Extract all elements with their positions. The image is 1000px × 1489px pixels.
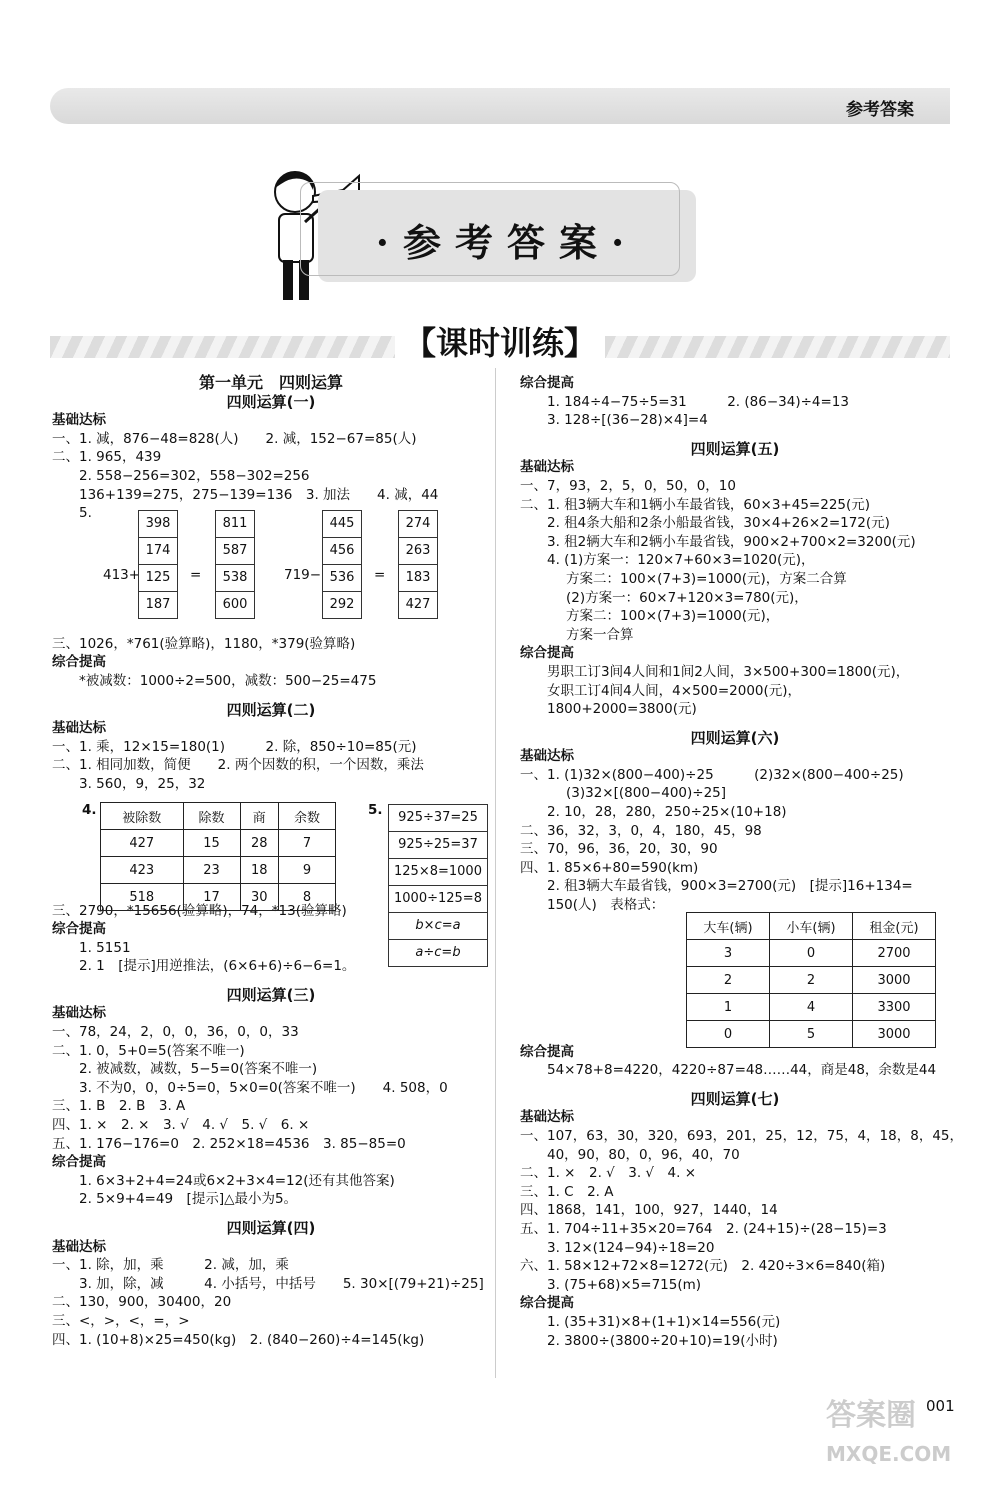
s2-basic: 基础达标 bbox=[52, 720, 106, 737]
s7-l11: 2. 3800÷(3800÷20+10)=19(小时) bbox=[547, 1332, 778, 1349]
th: 租金(元) bbox=[853, 913, 936, 940]
s6-advanced: 综合提高 bbox=[520, 1043, 574, 1060]
td: 3000 bbox=[853, 967, 936, 994]
box-cell: 538 bbox=[216, 565, 254, 592]
box-cell: 125×8=1000 bbox=[389, 859, 487, 886]
s5-l8: 方案二：100×(7+3)=1000(元)， bbox=[566, 608, 780, 625]
s1-title: 四则运算(一) bbox=[226, 392, 316, 411]
s7-l3: 二、1. × 2. √ 3. √ 4. × bbox=[520, 1165, 697, 1182]
s3-l8: 1. 6×3+2+4=24或6×2+3×4=12(还有其他答案) bbox=[79, 1172, 395, 1189]
box-cell: 445 bbox=[323, 511, 361, 538]
s1-l1: 一、1. 减，876−48=828(人) 2. 减，152−67=85(人) bbox=[52, 430, 417, 447]
box-cell: 925÷25=37 bbox=[389, 832, 487, 859]
s4-basic: 基础达标 bbox=[52, 1238, 106, 1255]
s3-advanced: 综合提高 bbox=[52, 1154, 106, 1171]
td: 427 bbox=[101, 830, 184, 857]
td: 0 bbox=[687, 1021, 770, 1048]
s2-l1: 一、1. 乘，12×15=180(1) 2. 除，850÷10=85(元) bbox=[52, 738, 417, 755]
box-cell: 536 bbox=[323, 565, 361, 592]
td: 18 bbox=[240, 857, 278, 884]
s2-l4: 三、2790，*15656(验算略)，74，*13(验算略) bbox=[52, 902, 347, 919]
s0-l2: 3. 128÷[(36−28)×4]=4 bbox=[547, 412, 708, 429]
box-cell: 398 bbox=[139, 511, 177, 538]
td: 30 bbox=[240, 884, 278, 911]
s7-l6: 五、1. 704÷11+35×20=764 2. (24+15)÷(28−15)=3 bbox=[520, 1220, 887, 1237]
s5-title: 四则运算(五) bbox=[690, 439, 780, 458]
s5-l9: 方案一合算 bbox=[566, 626, 634, 643]
td: 17 bbox=[183, 884, 240, 911]
s4-title: 四则运算(四) bbox=[226, 1219, 316, 1237]
s3-title: 四则运算(三) bbox=[226, 985, 316, 1004]
td: 7 bbox=[278, 830, 335, 857]
s1-l4: 136+139=275，275−139=136 3. 加法 4. 减，44 bbox=[79, 486, 439, 503]
s4-l5: 四、1. (10+8)×25=450(kg) 2. (840−260)÷4=145(kg) bbox=[52, 1331, 425, 1348]
box-cell: 925÷37=25 bbox=[389, 805, 487, 832]
box-cell: 1000÷125=8 bbox=[389, 886, 487, 913]
s7-l1: 一、107，63，30，320，693，201，25，12，75，4，18，8，45， bbox=[520, 1128, 963, 1144]
th: 大车(辆) bbox=[687, 913, 770, 940]
s2-equation-box bbox=[388, 804, 488, 967]
s2-n4: 4. bbox=[82, 802, 97, 818]
box-cell: 292 bbox=[329, 597, 355, 612]
s7-l2: 40，90，80，0，96，40，70 bbox=[547, 1146, 740, 1163]
td: 4 bbox=[770, 994, 853, 1021]
s5-l7: (2)方案一：60×7+120×3=780(元)， bbox=[566, 589, 808, 606]
td: 23 bbox=[183, 857, 240, 884]
s2-n5: 5. bbox=[368, 802, 383, 818]
s2-l2: 二、1. 相同加数，简便 2. 两个因数的积，一个因数，乘法 bbox=[52, 757, 424, 774]
unit-title: 第一单元 四则运算 bbox=[198, 373, 343, 392]
s5-l2: 二、1. 租3辆大车和1辆小车最省钱，60×3+45=225(元) bbox=[520, 496, 871, 513]
s1-l5: 5. bbox=[79, 505, 92, 522]
s3-l5: 三、1. B 2. B 3. A bbox=[52, 1098, 186, 1115]
s7-l8: 六、1. 58×12+72×8=1272(元) 2. 420÷3×6=840(箱) bbox=[520, 1258, 886, 1275]
banner-title: ·参考答案· bbox=[375, 220, 639, 265]
box-cell: 587 bbox=[216, 538, 254, 565]
td: 3000 bbox=[853, 1021, 936, 1048]
s3-l9: 2. 5×9+4=49 [提示]△最小为5。 bbox=[79, 1191, 298, 1208]
s7-basic: 基础达标 bbox=[520, 1109, 574, 1126]
s3-l7: 五、1. 176−176=0 2. 252×18=4536 3. 85−85=0 bbox=[52, 1135, 406, 1152]
td: 1 bbox=[687, 994, 770, 1021]
s6-basic: 基础达标 bbox=[520, 748, 574, 765]
page-number: 001 bbox=[926, 1397, 955, 1415]
td: 2 bbox=[687, 967, 770, 994]
box-cell: a÷c=b bbox=[415, 945, 461, 960]
right-column bbox=[520, 374, 963, 1350]
box-cell: 174 bbox=[139, 538, 177, 565]
s0-advanced: 综合提高 bbox=[520, 375, 574, 391]
s5-l6: 方案二：100×(7+3)=1000(元)，方案二合算 bbox=[566, 570, 847, 587]
s1-prefix-719: 719− bbox=[284, 567, 322, 583]
box-cell: 274 bbox=[399, 511, 437, 538]
stripe-left bbox=[50, 336, 395, 358]
box-cell: 600 bbox=[222, 597, 248, 612]
box-cell: b×c=a bbox=[389, 913, 487, 940]
s3-l6: 四、1. × 2. × 3. √ 4. √ 5. √ 6. × bbox=[52, 1117, 310, 1134]
s7-l10: 1. (35+31)×8+(1+1)×14=556(元) bbox=[547, 1313, 781, 1330]
s1-advanced: 综合提高 bbox=[52, 654, 106, 671]
s1-l6: 三、1026，*761(验算略)，1180，*379(验算略) bbox=[52, 635, 356, 652]
td: 0 bbox=[770, 940, 853, 967]
td: 3300 bbox=[853, 994, 936, 1021]
s6-l3: 2. 10，28，280，250÷25×(10+18) bbox=[547, 804, 787, 821]
td: 15 bbox=[183, 830, 240, 857]
box-cell: 183 bbox=[399, 565, 437, 592]
s6-l7: 2. 租3辆大车最省钱，900×3=2700(元) [提示]16+134= bbox=[547, 878, 913, 895]
s6-l1: 一、1. (1)32×(800−400)÷25 (2)32×(800−400÷25) bbox=[520, 766, 904, 783]
s6-title: 四则运算(六) bbox=[690, 728, 780, 747]
td: 2700 bbox=[853, 940, 936, 967]
s7-title: 四则运算(七) bbox=[690, 1089, 780, 1108]
s1-eq-2: = bbox=[374, 567, 386, 583]
s2-division-table bbox=[100, 802, 336, 911]
s2-l5: 1. 5151 bbox=[79, 939, 131, 956]
td: 423 bbox=[101, 857, 184, 884]
s3-l2: 二、1. 0，5+0=5(答案不唯一) bbox=[52, 1042, 245, 1059]
s6-rental-table bbox=[686, 912, 936, 1048]
box-cell: 125 bbox=[139, 565, 177, 592]
s6-l2: (3)32×[(800−400)÷25] bbox=[566, 785, 727, 802]
box-cell: 456 bbox=[323, 538, 361, 565]
s6-l9: 54×78+8=4220，4220÷87=48……44，商是48，余数是44 bbox=[547, 1062, 937, 1079]
s5-l3: 2. 租4条大船和2条小船最省钱，30×4+26×2=172(元) bbox=[547, 515, 890, 532]
td: 2 bbox=[770, 967, 853, 994]
s1-box-3 bbox=[322, 510, 362, 619]
td: 5 bbox=[770, 1021, 853, 1048]
box-cell: 427 bbox=[405, 597, 431, 612]
s6-l8: 150(人) 表格式： bbox=[547, 897, 665, 914]
s7-l5: 四、1868，141，100，927，1440，14 bbox=[520, 1202, 778, 1219]
td: 3 bbox=[687, 940, 770, 967]
s4-l1: 一、1. 除，加，乘 2. 减，加，乘 bbox=[52, 1257, 289, 1274]
column-divider bbox=[495, 368, 496, 1378]
s2-l3: 3. 560，9，25，32 bbox=[79, 775, 206, 792]
s2-title: 四则运算(二) bbox=[226, 700, 316, 719]
th: 被除数 bbox=[101, 803, 184, 830]
watermark-url: MXQE.COM bbox=[826, 1442, 952, 1466]
s5-l1: 一、7，93，2，5，0，50，0，10 bbox=[520, 477, 736, 494]
s1-prefix-413: 413+ bbox=[103, 567, 141, 583]
title-banner bbox=[318, 190, 696, 282]
s0-l1: 1. 184÷4−75÷5=31 2. (86−34)÷4=13 bbox=[547, 393, 849, 410]
s7-advanced: 综合提高 bbox=[520, 1295, 574, 1312]
s3-l3: 2. 被减数，减数，5−5=0(答案不唯一) bbox=[79, 1061, 318, 1078]
s5-l10: 男职工订3间4人间和1间2人间，3×500+300=1800(元)， bbox=[547, 663, 910, 680]
header-label: 参考答案 bbox=[846, 100, 914, 120]
s1-box-4 bbox=[398, 510, 438, 619]
s5-l11: 女职工订4间4人间，4×500=2000(元)， bbox=[547, 682, 802, 699]
s3-l4: 3. 不为0，0，0÷5=0，5×0=0(答案不唯一) 4. 508，0 bbox=[79, 1079, 448, 1096]
s1-l3: 2. 558−256=302，558−302=256 bbox=[79, 467, 310, 484]
watermark-logo: 答案圈 bbox=[826, 1398, 916, 1433]
s7-l7: 3. 12×(124−94)÷18=20 bbox=[547, 1239, 715, 1256]
stripe-right bbox=[605, 336, 950, 358]
s6-l6: 四、1. 85×6+80=590(km) bbox=[520, 859, 699, 876]
s4-l4: 三、<，>，<，=，> bbox=[52, 1312, 190, 1329]
s4-l3: 二、130，900，30400，20 bbox=[52, 1294, 232, 1311]
th: 商 bbox=[240, 803, 278, 830]
s5-basic: 基础达标 bbox=[520, 459, 574, 476]
s5-l4: 3. 租2辆大车和2辆小车最省钱，900×2+700×2=3200(元) bbox=[547, 533, 916, 550]
s1-basic: 基础达标 bbox=[52, 412, 106, 429]
th: 小车(辆) bbox=[770, 913, 853, 940]
s5-advanced: 综合提高 bbox=[520, 645, 574, 662]
section-title: 【课时训练】 bbox=[403, 324, 596, 362]
box-cell: 263 bbox=[399, 538, 437, 565]
s6-l5: 三、70，96，36，20，30，90 bbox=[520, 841, 718, 858]
s1-l2: 二、1. 965，439 bbox=[52, 449, 162, 466]
box-cell: 811 bbox=[216, 511, 254, 538]
td: 9 bbox=[278, 857, 335, 884]
s1-box-1 bbox=[138, 510, 178, 619]
s1-l7: *被减数：1000÷2=500，减数：500−25=475 bbox=[79, 672, 377, 689]
td: 28 bbox=[240, 830, 278, 857]
th: 余数 bbox=[278, 803, 335, 830]
s6-l4: 二、36，32，3，0，4，180，45，98 bbox=[520, 822, 762, 839]
td: 518 bbox=[101, 884, 184, 911]
header-band bbox=[50, 88, 950, 124]
s5-l5: 4. (1)方案一：120×7+60×3=1020(元)， bbox=[547, 552, 815, 569]
s5-l12: 1800+2000=3800(元) bbox=[547, 701, 697, 718]
s7-l9: 3. (75+68)×5=715(m) bbox=[547, 1276, 702, 1293]
s1-box-2 bbox=[215, 510, 255, 619]
s7-l4: 三、1. C 2. A bbox=[520, 1183, 614, 1200]
s3-basic: 基础达标 bbox=[52, 1005, 106, 1022]
s3-l1: 一、78，24，2，0，0，36，0，0，33 bbox=[52, 1024, 299, 1041]
s1-eq-1: = bbox=[190, 567, 202, 583]
s4-l2: 3. 加，除，减 4. 小括号，中括号 5. 30×[(79+21)÷25] bbox=[79, 1275, 484, 1292]
th: 除数 bbox=[183, 803, 240, 830]
s2-advanced: 综合提高 bbox=[52, 921, 106, 938]
box-cell: 187 bbox=[145, 597, 171, 612]
s2-l6: 2. 1 [提示]用逆推法，(6×6+6)÷6−6=1。 bbox=[79, 958, 356, 975]
td: 8 bbox=[278, 884, 335, 911]
